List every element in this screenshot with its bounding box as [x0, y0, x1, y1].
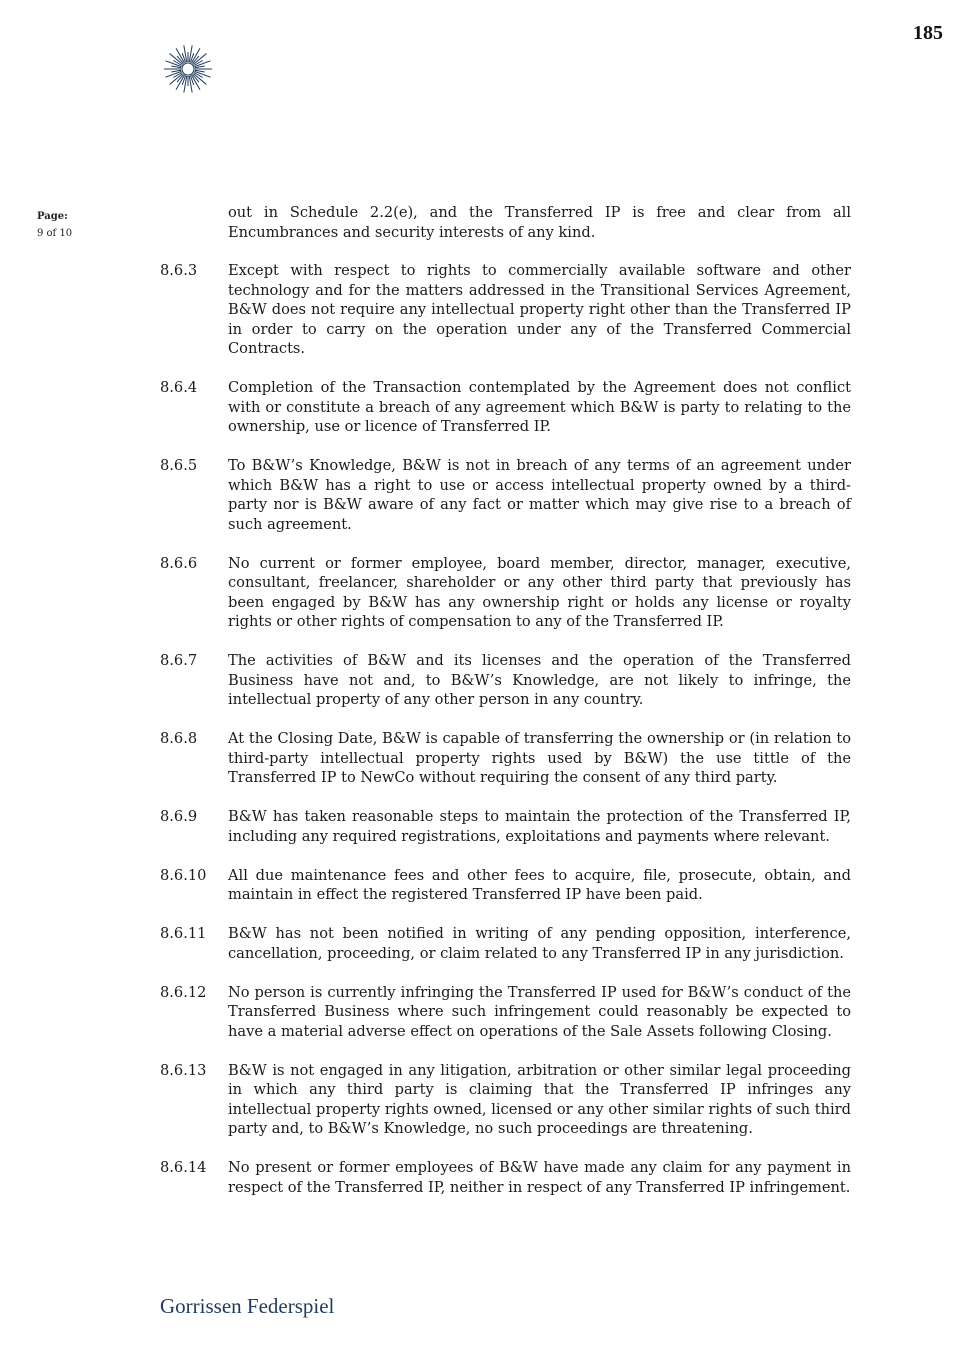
clause-number: 8.6.11 — [160, 925, 207, 942]
clause-text: Except with respect to rights to commercially available software and other technology and for the matters addressed in the Transitional Services Agreement, B&W does not require any intellectual property right other than the Transferred IP in order to carry on the operation under any of the Transferred Commercial Contracts. — [228, 262, 851, 357]
clause-text: At the Closing Date, B&W is capable of transferring the ownership or (in relation to third-party intellectual property rights used by B&W) the use tittle of the Transferred IP to NewCo without requiring the consent of any third party. — [228, 730, 851, 786]
clause-item — [160, 1061, 851, 1139]
clause-text: No present or former employees of B&W have made any claim for any payment in respect of the Transferred IP, neither in respect of any Transferred IP infringement. — [228, 1159, 851, 1196]
margin-page-value: 9 of 10 — [37, 228, 73, 239]
clause-number: 8.6.5 — [160, 457, 198, 474]
clause-text: The activities of B&W and its licenses and the operation of the Transferred Business have not and, to B&W’s Knowledge, are not likely to infringe, the intellectual property of any other person in any country. — [228, 652, 851, 708]
clause-text: B&W has taken reasonable steps to maintain the protection of the Transferred IP, including any required registrations, exploitations and payments where relevant. — [228, 808, 851, 845]
clause-number: 8.6.6 — [160, 554, 198, 572]
clause-item — [160, 729, 851, 788]
clause-number: 8.6.8 — [160, 730, 198, 747]
clause-item — [160, 554, 851, 632]
clause-text: No current or former employee, board member, director, manager, executive, consultant, freelancer, shareholder or any other third party that previously has been engaged by B&W has any ownership right or holds any license or royalty rights or other rights of compensation to any of the Transferred IP. — [228, 554, 851, 630]
clause-text: To B&W’s Knowledge, B&W is not in breach of any terms of an agreement under which B&W has a right to use or access intellectual property owned by a third-party nor is B&W aware of any fact or matter which may give rise to a breach of such agreement. — [228, 457, 851, 533]
clause-item — [160, 866, 851, 905]
clause-number: 8.6.7 — [160, 652, 198, 669]
clause-text: All due maintenance fees and other fees to acquire, file, prosecute, obtain, and maintain in effect the registered Transferred IP have been paid. — [228, 866, 851, 903]
clause-number: 8.6.12 — [160, 983, 207, 1001]
continuation-paragraph: out in Schedule 2.2(e), and the Transferred IP is free and clear from all Encumbrances and security interests of any kind. — [228, 204, 851, 241]
clause-item — [160, 924, 851, 963]
clause-number: 8.6.14 — [160, 1159, 207, 1176]
clause-item — [160, 378, 851, 437]
clause-text: B&W has not been notified in writing of any pending opposition, interference, cancellation, proceeding, or claim related to any Transferred IP in any jurisdiction. — [228, 925, 851, 962]
clause-number: 8.6.4 — [160, 379, 198, 396]
starburst-logo-icon — [160, 44, 216, 94]
clause-number: 8.6.3 — [160, 262, 198, 279]
clause-number: 8.6.10 — [160, 866, 207, 884]
clause-item — [160, 983, 851, 1042]
clause-item — [160, 261, 851, 359]
clause-item — [160, 651, 851, 710]
footer-firm-name: Gorrissen Federspiel — [160, 1294, 335, 1318]
clause-item — [160, 807, 851, 846]
margin-page-label: Page: — [37, 211, 68, 222]
document-body — [160, 203, 851, 1217]
clause-number: 8.6.9 — [160, 808, 198, 825]
clause-text: Completion of the Transaction contemplated by the Agreement does not conflict with or constitute a breach of any agreement which B&W is party to relating to the ownership, use or licence of Transferred IP. — [228, 379, 851, 435]
clause-text: No person is currently infringing the Transferred IP used for B&W’s conduct of the Transferred Business where such infringement could reasonably be expected to have a material adverse effect on operations of the Sale Assets following Closing. — [228, 983, 851, 1040]
clause-item — [160, 1158, 851, 1197]
clause-item — [160, 456, 851, 534]
page-margin-note — [37, 208, 72, 242]
clause-text: B&W is not engaged in any litigation, arbitration or other similar legal proceeding in which any third party is claiming that the Transferred IP infringes any intellectual property rights owned, licensed or any other similar rights of such third party and, to B&W’s Knowledge, no such proceedings are threatening. — [228, 1061, 851, 1137]
page-number: 185 — [913, 22, 943, 44]
clause-number: 8.6.13 — [160, 1061, 207, 1079]
